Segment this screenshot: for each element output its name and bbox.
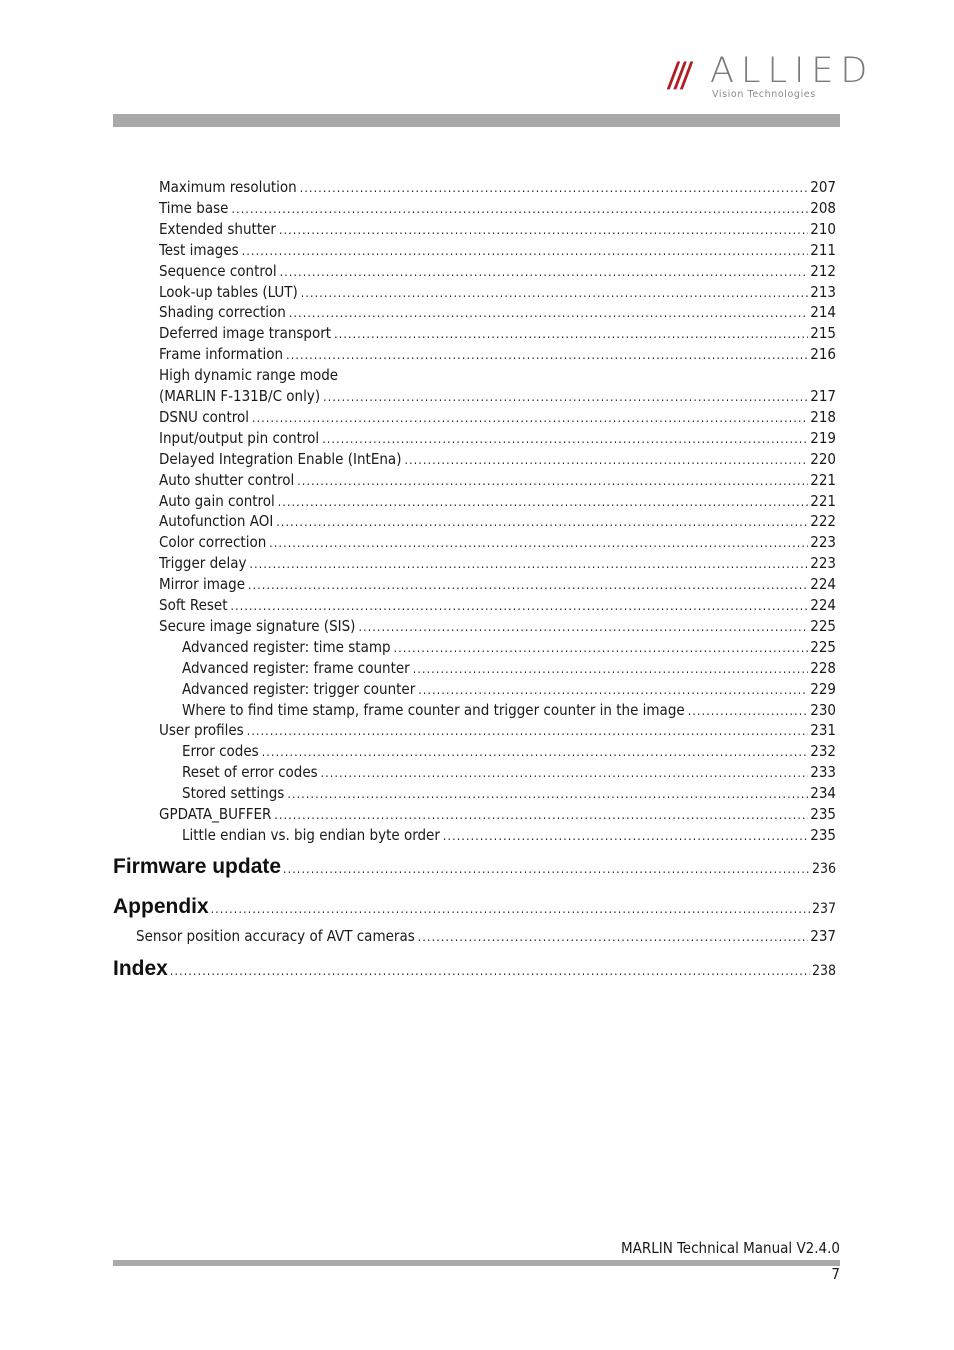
toc-page-number: 218 bbox=[810, 407, 836, 426]
toc-entry-label: User profiles bbox=[159, 721, 244, 740]
toc-leader bbox=[413, 659, 808, 679]
toc-entry[interactable] bbox=[182, 658, 836, 679]
toc-page-number: 223 bbox=[810, 554, 836, 573]
toc-leader bbox=[279, 220, 808, 240]
toc-leader bbox=[297, 471, 808, 491]
toc-entry[interactable] bbox=[159, 344, 836, 365]
toc-entry-label: Maximum resolution bbox=[159, 178, 297, 196]
toc-entry-label: Extended shutter bbox=[159, 219, 276, 238]
toc-leader bbox=[280, 262, 808, 282]
toc-page-number: 208 bbox=[810, 198, 836, 217]
toc-leader bbox=[289, 303, 808, 323]
toc-page-number: 216 bbox=[810, 345, 836, 364]
toc-chapter-label: Appendix bbox=[113, 895, 209, 918]
toc-page-number: 232 bbox=[810, 742, 836, 761]
toc-entry[interactable] bbox=[159, 491, 836, 512]
toc-leader bbox=[322, 429, 808, 449]
toc-entry-label: Advanced register: trigger counter bbox=[182, 679, 416, 698]
toc-page-number: 219 bbox=[810, 428, 836, 447]
toc-page-number: 228 bbox=[810, 658, 836, 677]
toc-leader bbox=[418, 680, 808, 700]
toc-page-number: 220 bbox=[810, 449, 836, 468]
toc-entry[interactable] bbox=[159, 282, 836, 303]
toc-leader bbox=[287, 784, 808, 804]
toc-entry-label: Frame information bbox=[159, 345, 284, 364]
toc-entry[interactable] bbox=[159, 428, 836, 449]
toc-entry[interactable] bbox=[159, 261, 836, 282]
toc-page-number: 230 bbox=[810, 700, 836, 719]
toc-entry-label: DSNU control bbox=[159, 407, 249, 426]
toc-page-number: 217 bbox=[810, 387, 836, 405]
toc-leader bbox=[170, 964, 810, 978]
toc-page-number: 224 bbox=[810, 596, 836, 614]
toc-entry[interactable] bbox=[182, 783, 836, 804]
toc-leader bbox=[262, 742, 808, 762]
toc-leader bbox=[404, 450, 808, 470]
toc-entry[interactable] bbox=[159, 804, 836, 825]
toc-entry-label: Sensor position accuracy of AVT cameras bbox=[136, 927, 415, 945]
toc-entry-label: Delayed Integration Enable (IntEna) bbox=[159, 449, 402, 468]
toc-entry[interactable] bbox=[136, 926, 836, 947]
toc-entry[interactable] bbox=[159, 177, 836, 198]
toc-page-number: 237 bbox=[810, 927, 836, 945]
toc-entry-label: High dynamic range mode bbox=[159, 366, 339, 385]
toc-leader bbox=[394, 638, 808, 658]
toc-page-number: 225 bbox=[810, 637, 836, 656]
toc-leader bbox=[300, 178, 808, 198]
toc-entry[interactable] bbox=[159, 511, 836, 532]
toc-entry-label: Mirror image bbox=[159, 575, 246, 594]
toc-entry-label: GPDATA_BUFFER bbox=[159, 805, 272, 823]
toc-leader bbox=[247, 721, 808, 741]
toc-page-number: 213 bbox=[810, 282, 836, 301]
toc-leader bbox=[242, 241, 808, 261]
toc-leader bbox=[323, 387, 808, 407]
toc-leader bbox=[283, 862, 810, 876]
toc-entry[interactable] bbox=[159, 532, 836, 553]
toc-entry[interactable] bbox=[159, 302, 836, 323]
toc-entry-label: Shading correction bbox=[159, 303, 286, 322]
toc-page-number: 238 bbox=[811, 963, 836, 979]
toc-entry-label: Reset of error codes bbox=[182, 763, 318, 782]
toc-leader bbox=[249, 554, 808, 574]
toc-leader bbox=[358, 617, 808, 637]
toc-entry-label: Trigger delay bbox=[159, 554, 247, 573]
toc-entry-label: Autofunction AOI bbox=[159, 512, 274, 531]
logo-tagline: Vision Technologies bbox=[712, 89, 816, 100]
toc-page-number: 229 bbox=[810, 679, 836, 698]
toc-leader bbox=[418, 927, 808, 947]
toc-entry[interactable] bbox=[159, 365, 836, 385]
toc-entry[interactable] bbox=[159, 407, 836, 428]
toc-entry[interactable] bbox=[159, 595, 836, 616]
toc-entry-label: Where to find time stamp, frame counter and trigger counter in the image bbox=[182, 700, 685, 719]
footer-page-number: 7 bbox=[831, 1265, 840, 1283]
toc-entry[interactable] bbox=[159, 219, 836, 240]
toc-leader bbox=[211, 902, 810, 916]
toc-entry[interactable] bbox=[182, 637, 836, 658]
logo-slashes: /// bbox=[665, 56, 690, 98]
toc-page-number: 234 bbox=[810, 784, 836, 803]
toc-entry[interactable] bbox=[159, 198, 836, 219]
toc-entry[interactable] bbox=[159, 386, 836, 407]
toc-entry-label: Stored settings bbox=[182, 784, 285, 803]
toc-entry[interactable] bbox=[182, 679, 836, 700]
toc-entry-label: Secure image signature (SIS) bbox=[159, 616, 356, 635]
toc-entry[interactable] bbox=[159, 720, 836, 741]
toc-entry-label: Little endian vs. big endian byte order bbox=[182, 825, 440, 844]
toc-entry-label: Sequence control bbox=[159, 261, 277, 280]
toc-entry-label: Look-up tables (LUT) bbox=[159, 282, 298, 301]
toc-leader bbox=[334, 324, 808, 344]
toc-page-number: 210 bbox=[810, 219, 836, 238]
allied-logo bbox=[665, 51, 875, 102]
toc-page-number: 222 bbox=[810, 512, 836, 531]
toc-leader bbox=[269, 533, 808, 553]
toc-leader bbox=[231, 199, 808, 219]
toc-entry-label: Test images bbox=[159, 240, 239, 259]
footer-rule bbox=[113, 1260, 840, 1266]
toc-page-number: 215 bbox=[810, 324, 836, 343]
toc-page-number: 231 bbox=[810, 721, 836, 740]
toc-chapter-index[interactable] bbox=[113, 957, 836, 981]
toc-chapter-appendix[interactable] bbox=[113, 895, 836, 919]
toc-page-number: 211 bbox=[810, 240, 836, 259]
toc-leader bbox=[276, 512, 808, 532]
toc-entry-label: Error codes bbox=[182, 742, 259, 761]
toc-entry[interactable] bbox=[182, 700, 836, 721]
toc-entry-label: Color correction bbox=[159, 533, 267, 552]
toc-entry[interactable] bbox=[159, 449, 836, 470]
toc-leader bbox=[688, 701, 808, 721]
toc-entry-label: Auto gain control bbox=[159, 491, 275, 510]
toc-entry-label: Deferred image transport bbox=[159, 324, 332, 343]
toc-entry[interactable] bbox=[159, 553, 836, 574]
toc-leader bbox=[443, 826, 808, 846]
toc-page-number: 223 bbox=[810, 533, 836, 552]
footer-document-title: MARLIN Technical Manual V2.4.0 bbox=[621, 1239, 840, 1257]
toc-page-number: 207 bbox=[810, 178, 836, 196]
toc-page-number: 235 bbox=[810, 805, 836, 823]
toc-entry[interactable] bbox=[159, 323, 836, 344]
toc-chapter-firmware[interactable] bbox=[113, 855, 836, 879]
toc-leader bbox=[231, 596, 808, 616]
toc-page-number: 221 bbox=[810, 491, 836, 510]
toc-chapter-label: Firmware update bbox=[113, 855, 282, 878]
toc-leader bbox=[274, 805, 808, 825]
toc-leader bbox=[301, 283, 808, 303]
logo-wordmark: ALLIED bbox=[710, 51, 875, 91]
toc-page-number: 235 bbox=[810, 825, 836, 844]
toc-leader bbox=[278, 492, 808, 512]
toc-entry-label: Advanced register: frame counter bbox=[182, 658, 410, 677]
toc-page-number: 237 bbox=[811, 901, 836, 917]
toc-entry-label: Advanced register: time stamp bbox=[182, 637, 391, 656]
toc-page-number: 214 bbox=[810, 303, 836, 322]
header-rule bbox=[113, 114, 840, 127]
toc-leader bbox=[321, 763, 808, 783]
toc-entry[interactable] bbox=[159, 470, 836, 491]
toc-page-number: 224 bbox=[810, 575, 836, 594]
toc-page-number: 221 bbox=[810, 470, 836, 489]
toc-entry-label: Time base bbox=[159, 198, 229, 217]
toc-page-number: 236 bbox=[811, 861, 836, 877]
toc-chapter-label: Index bbox=[113, 957, 168, 980]
toc-leader bbox=[252, 408, 808, 428]
toc-entry[interactable] bbox=[182, 825, 836, 846]
toc-entry-label: Auto shutter control bbox=[159, 470, 295, 489]
toc-leader bbox=[286, 345, 808, 365]
toc-page-number: 225 bbox=[810, 616, 836, 635]
toc-page-number: 233 bbox=[810, 763, 836, 782]
toc-entry[interactable] bbox=[159, 616, 836, 637]
toc-leader bbox=[248, 575, 808, 595]
toc-entry[interactable] bbox=[182, 741, 836, 762]
toc-entry[interactable] bbox=[159, 240, 836, 261]
toc-entry[interactable] bbox=[159, 574, 836, 595]
toc-entry-label: Input/output pin control bbox=[159, 428, 320, 447]
toc-entry-label: Soft Reset bbox=[159, 596, 228, 614]
toc-entry[interactable] bbox=[182, 762, 836, 783]
toc-entry-label: (MARLIN F-131B/C only) bbox=[159, 387, 321, 405]
toc-page-number: 212 bbox=[810, 261, 836, 280]
